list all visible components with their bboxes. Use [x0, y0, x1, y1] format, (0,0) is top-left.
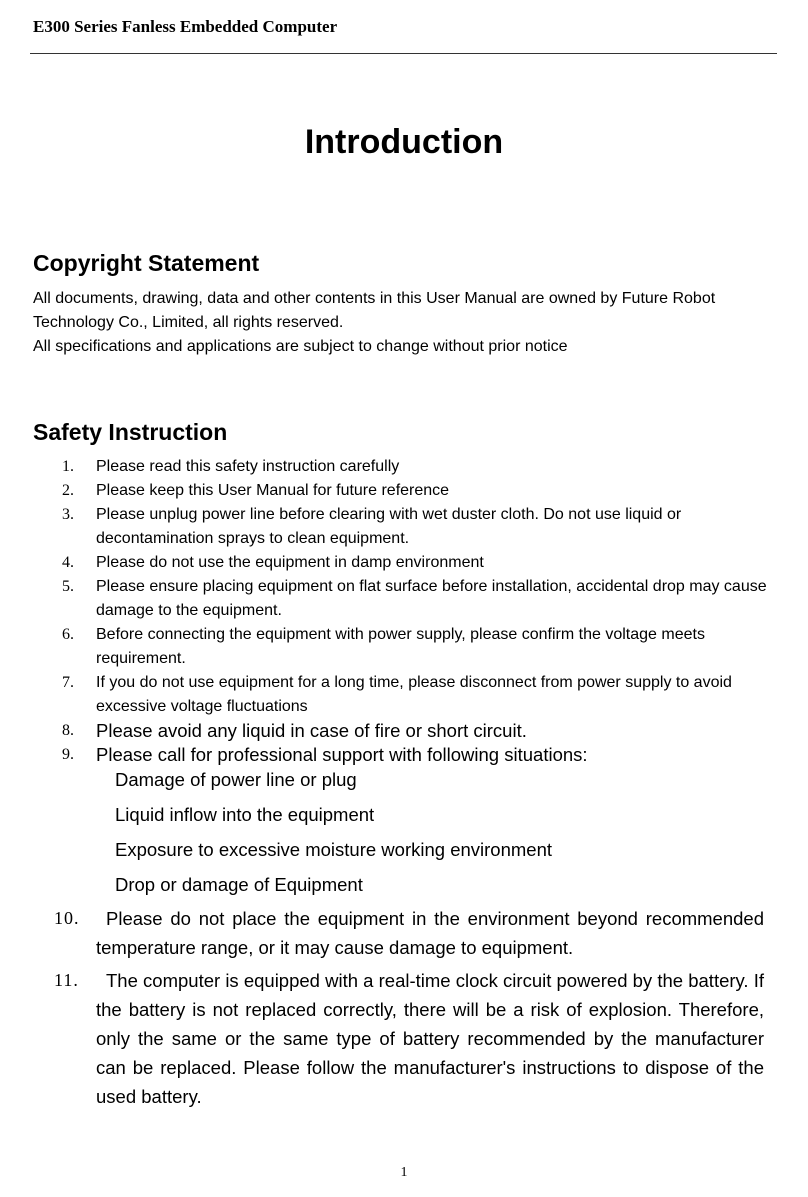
running-header: E300 Series Fanless Embedded Computer — [33, 17, 338, 36]
list-item-text: The computer is equipped with a real-time clock circuit powered by the battery. If the battery is not replaced correctly, there will be a risk of explosion. Therefore, only the same or the same type of battery recommended by the manufacturer can be replaced. Please follow the manufacturer's instructions to dispose of the used battery. — [96, 970, 764, 1107]
list-item-number: 2. — [62, 482, 74, 499]
list-item-text: Please unplug power line before clearing with wet duster cloth. Do not use liquid or decontamination sprays to clean equipment. — [96, 506, 682, 547]
page-title: Introduction — [304, 123, 504, 161]
list-item-text: Before connecting the equipment with power supply, please confirm the voltage meets requirement. — [96, 626, 705, 667]
list-item-number: 1. — [62, 458, 74, 475]
list-item-number: 6. — [62, 626, 74, 643]
list-item-text: Please do not place the equipment in the environment beyond recommended temperature range, or it may cause damage to equipment. — [96, 908, 764, 958]
list-item-number: 8. — [62, 722, 74, 739]
list-item-number: 9. — [62, 746, 74, 763]
copyright-notice: All specifications and applications are subject to change without prior notice — [33, 338, 568, 355]
list-item-number: 4. — [62, 554, 74, 571]
list-item-number: 10. — [54, 908, 80, 928]
page-number: 1 — [400, 1165, 408, 1180]
header-rule — [30, 53, 777, 54]
situation-item: Damage of power line or plug — [115, 769, 357, 790]
list-item-text: Please read this safety instruction carefully — [96, 458, 400, 475]
copyright-paragraph: All documents, drawing, data and other contents in this User Manual are owned by Future Robot Technology Co., Limited, all rights reserved. — [33, 290, 716, 331]
list-item-number: 3. — [62, 506, 74, 523]
list-item-text: Please ensure placing equipment on flat surface before installation, accidental drop may cause damage to the equipment. — [96, 578, 767, 619]
list-item-text: Please avoid any liquid in case of fire or short circuit. — [96, 720, 527, 741]
list-item-number: 5. — [62, 578, 74, 595]
list-item-number: 11. — [54, 970, 79, 990]
list-item-number: 7. — [62, 674, 74, 691]
situation-item: Drop or damage of Equipment — [115, 874, 363, 895]
list-item-text: If you do not use equipment for a long time, please disconnect from power supply to avoid excessive voltage fluctuations — [96, 674, 732, 715]
situation-item: Liquid inflow into the equipment — [115, 804, 375, 825]
list-item-text: Please call for professional support with following situations: — [96, 744, 588, 765]
safety-heading: Safety Instruction — [33, 419, 228, 445]
list-item-text: Please do not use the equipment in damp environment — [96, 554, 484, 571]
copyright-heading: Copyright Statement — [33, 250, 260, 276]
list-item-text: Please keep this User Manual for future reference — [96, 482, 450, 499]
situation-item: Exposure to excessive moisture working environment — [115, 839, 552, 860]
